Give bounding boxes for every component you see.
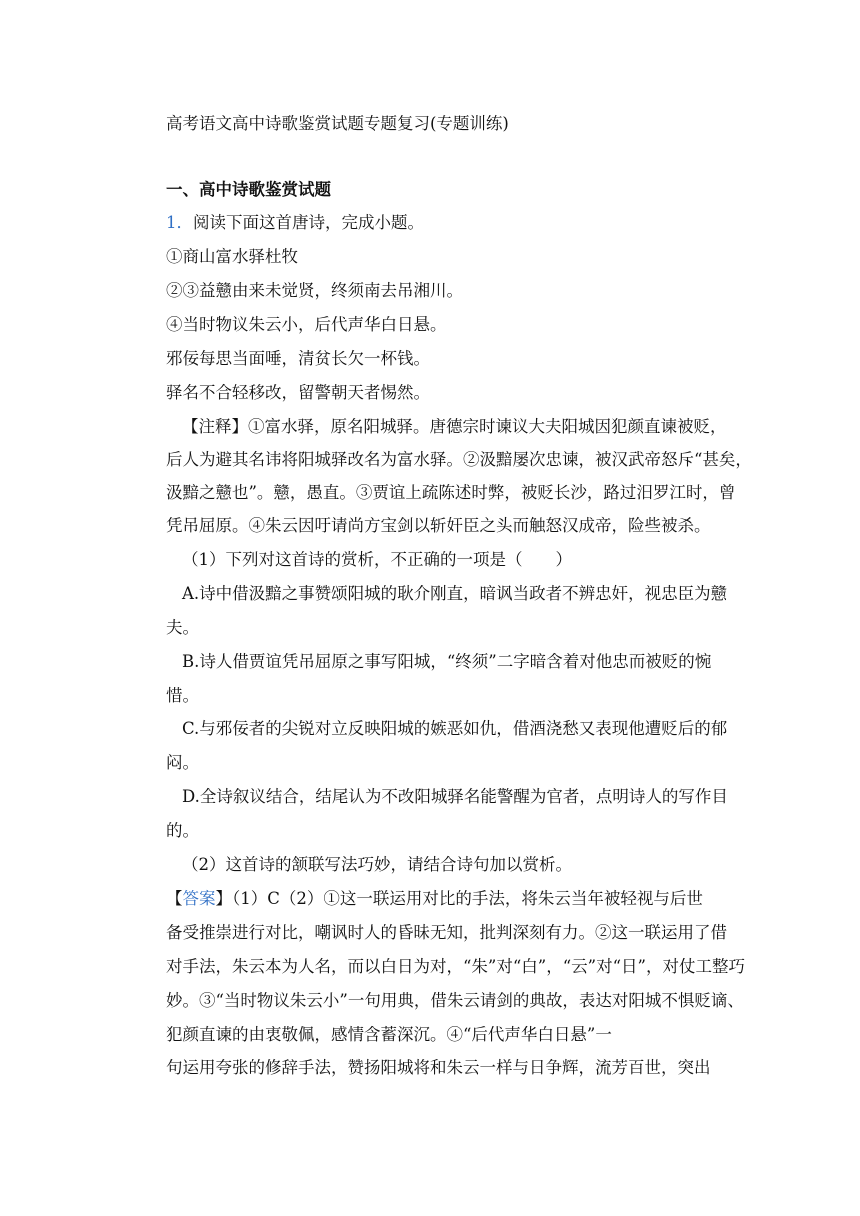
answer-line: 妙。③“当时物议朱云小”一句用典，借朱云请剑的典故，表达对阳城不惧贬谪、: [166, 991, 744, 1010]
answer-first-line-text: （1）C（2）①这一联运用对比的手法，将朱云当年被轻视与后世: [232, 889, 703, 908]
option-c-line2: 闷。: [166, 753, 199, 772]
note-line: 【注释】①富水驿，原名阳城驿。唐德宗时谏议大夫阳城因犯颜直谏被贬，: [182, 417, 727, 436]
subquestion-1: （1）下列对这首诗的赏析，不正确的一项是（ ）: [182, 550, 572, 569]
option-b-line2: 惜。: [166, 686, 199, 705]
poem-line: 驿名不合轻移改，留警朝天者惕然。: [166, 383, 430, 402]
answer-label: 答案: [182, 889, 216, 908]
poem-line: ④当时物议朱云小，后代声华白日悬。: [166, 315, 447, 334]
poem-line: ②③益戆由来未觉贤，终须南去吊湘川。: [166, 281, 463, 300]
option-d-line2: 的。: [166, 821, 199, 840]
subquestion-2: （2）这首诗的颔联写法巧妙，请结合诗句加以赏析。: [182, 855, 572, 874]
question-prompt: [166, 212, 424, 234]
answer-line: 对手法，朱云本为人名，而以白日为对，“朱”对“白”，“云”对“日”，对仗工整巧: [166, 957, 745, 976]
question-prompt-text: 阅读下面这首唐诗，完成小题。: [193, 213, 424, 232]
option-a-line1: A.诗中借汲黯之事赞颂阳城的耿介刚直，暗讽当政者不辨忠奸，视忠臣为戆: [182, 584, 728, 603]
option-b-line1: B.诗人借贾谊凭吊屈原之事写阳城，“终须”二字暗含着对他忠而被贬的惋: [182, 652, 712, 671]
answer-last-line: 句运用夸张的修辞手法，赞扬阳城将和朱云一样与日争辉，流芳百世，突出: [166, 1058, 711, 1077]
question-number: 1．: [166, 213, 193, 232]
answer-label-open: 【: [166, 889, 183, 908]
note-line: 凭吊屈原。④朱云因吁请尚方宝剑以斩奸臣之头而触怒汉成帝，险些被杀。: [166, 516, 711, 535]
note-line: 汲黯之戆也”。戆，愚直。③贾谊上疏陈述时弊，被贬长沙，路过汨罗江时，曾: [166, 483, 736, 502]
note-line: 后人为避其名讳将阳城驿改名为富水驿。②汲黯屡次忠谏，被汉武帝怒斥“甚矣，: [166, 450, 752, 469]
answer-line: 备受推崇进行对比，嘲讽时人的昏昧无知，批判深刻有力。②这一联运用了借: [166, 923, 727, 942]
document-title: 高考语文高中诗歌鉴赏试题专题复习(专题训练): [166, 114, 509, 133]
option-a-line2: 夫。: [166, 618, 199, 637]
poem-line: ①商山富水驿杜牧: [166, 247, 298, 266]
answer-line: 犯颜直谏的由衷敬佩，感情含蓄深沉。④“后代声华白日悬”一: [166, 1025, 612, 1044]
answer-label-close: 】: [215, 889, 232, 908]
option-d-line1: D.全诗叙议结合，结尾认为不改阳城驿名能警醒为官者，点明诗人的写作目: [182, 787, 728, 806]
poem-line: 邪佞每思当面唾，清贫长欠一杯钱。: [166, 349, 430, 368]
section-heading: 一、高中诗歌鉴赏试题: [166, 180, 331, 199]
answer-first-line: [166, 888, 703, 910]
option-c-line1: C.与邪佞者的尖锐对立反映阳城的嫉恶如仇，借酒浇愁又表现他遭贬后的郁: [182, 719, 728, 738]
